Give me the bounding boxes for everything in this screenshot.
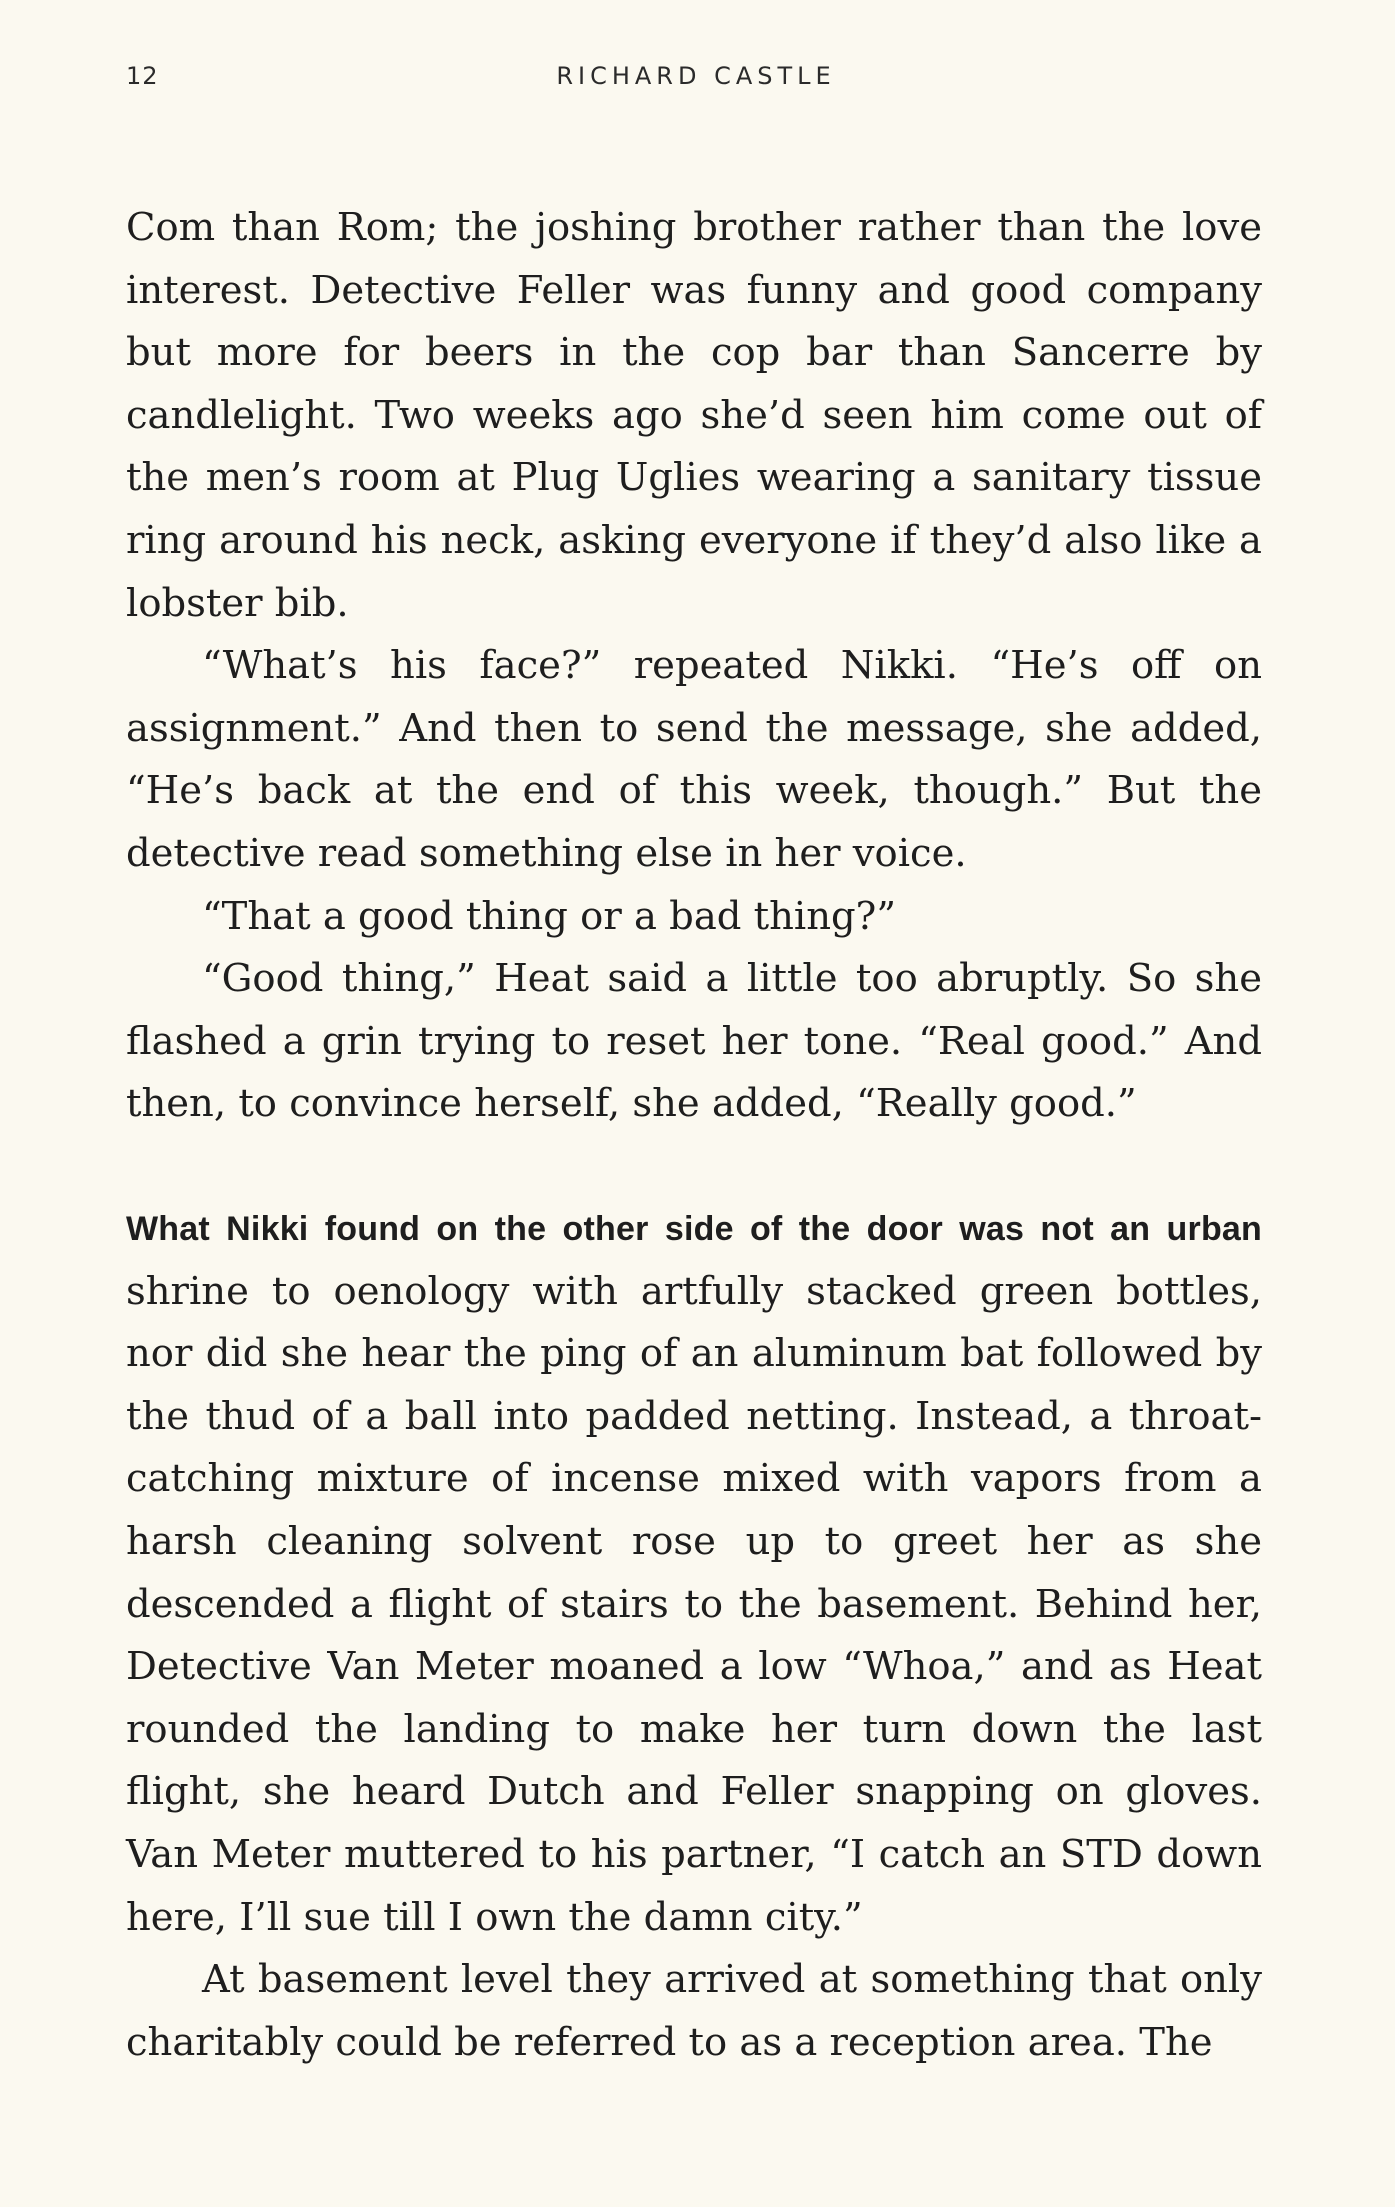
paragraph: “Good thing,” Heat said a little too abruptly. So she flashed a grin trying to reset her tone. “Real good.” And then, to convince herself, she added, “Really good.”: [126, 956, 1262, 1127]
section-opening-paragraph: [126, 1197, 1262, 1949]
text-block-1: [126, 197, 1262, 1136]
paragraph-text: shrine to oenology with artfully stacked green bottles, nor did she hear the ping of an aluminum bat followed by the thud of a ball into padded netting. Instead, a throat-catching mixture of incense mixed with vapors from a harsh cleaning solvent rose up to greet her as she descended a flight of stairs to the basement. Behind her, Detective Van Meter moaned a low “Whoa,” and as Heat rounded the landing to make her turn down the last flight, she heard Dutch and Feller snapping on gloves. Van Meter muttered to his partner, “I catch an STD down here, I’ll sue till I own the damn city.”: [126, 1268, 1262, 1940]
section-lead-in: What Nikki found on the other side of the door was not an urban: [126, 1210, 1262, 1248]
paragraph: At basement level they arrived at something that only charitably could be referred to as a reception area. The: [126, 1957, 1262, 2065]
paragraph: “That a good thing or a bad thing?”: [202, 893, 896, 939]
page-number: 12: [126, 62, 159, 90]
paragraph: “What’s his face?” repeated Nikki. “He’s off on assignment.” And then to send the message, she added, “He’s back at the end of this week, though.” But the detective read something else in her voice.: [126, 643, 1262, 876]
author-name: RICHARD CASTLE: [556, 62, 836, 90]
running-head: [126, 62, 1262, 102]
text-block-2: [126, 1197, 1262, 2074]
paragraph: Com than Rom; the joshing brother rather than the love interest. Detective Feller was funny and good company but more for beers in the cop bar than Sancerre by candlelight. Two weeks ago she’d seen him come out of the men’s room at Plug Uglies wearing a sanitary tissue ring around his neck, asking everyone if they’d also like a lobster bib.: [126, 205, 1262, 626]
